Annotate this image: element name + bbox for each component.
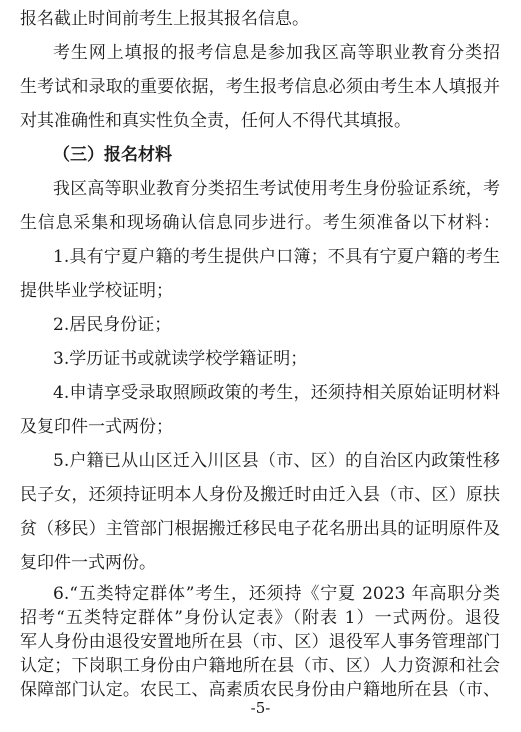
list-item-line: 1.具有宁夏户籍的考生提供户口簿；不具有宁夏户籍的考生 xyxy=(53,247,500,267)
list-item-line: 军人身份由退役安置地所在县（市、区）退役军人事务管理部门 xyxy=(20,632,500,652)
list-item-line: 认定；下岗职工身份由户籍地所在县（市、区）人力资源和社会 xyxy=(20,656,500,676)
list-item-line: 2.居民身份证； xyxy=(53,315,172,335)
paragraph-line: 生信息采集和现场确认信息同步进行。考生须准备以下材料： xyxy=(20,213,500,233)
paragraph-line: 对其准确性和真实性负全责，任何人不得代其填报。 xyxy=(20,111,411,131)
paragraph-line: 考生网上填报的报考信息是参加我区高等职业教育分类招 xyxy=(53,43,500,63)
list-item-line: 及复印件一式两份； xyxy=(20,417,173,437)
list-item-line: 6.“五类特定群体”考生，还须持《宁夏 2023 年高职分类 xyxy=(53,584,500,604)
paragraph-line: 报名截止时间前考生上报其报名信息。 xyxy=(20,9,309,29)
section-heading: （三）报名材料 xyxy=(53,145,172,165)
list-item-line: 复印件一式两份。 xyxy=(20,553,156,573)
page-number: -5- xyxy=(250,699,271,717)
list-item-line: 5.户籍已从山区迁入川区县（市、区）的自治区内政策性移 xyxy=(53,451,500,471)
list-item-line: 民子女，还须持证明本人身份及搬迁时由迁入县（市、区）原扶 xyxy=(20,485,500,505)
list-item-line: 4.申请享受录取照顾政策的考生，还须持相关原始证明材料 xyxy=(53,383,500,403)
list-item-line: 贫（移民）主管部门根据搬迁移民电子花名册出具的证明原件及 xyxy=(20,519,500,539)
paragraph-line: 我区高等职业教育分类招生考试使用考生身份验证系统，考 xyxy=(53,179,500,199)
list-item-line: 保障部门认定。农民工、高素质农民身份由户籍地所在县（市、 xyxy=(20,680,500,700)
list-item-line: 招考“五类特定群体”身份认定表》（附表 1）一式两份。退役 xyxy=(20,608,500,628)
list-item-line: 提供毕业学校证明； xyxy=(20,281,173,301)
paragraph-line: 生考试和录取的重要依据，考生报考信息必须由考生本人填报并 xyxy=(20,77,500,97)
list-item-line: 3.学历证书或就读学校学籍证明； xyxy=(53,349,308,369)
